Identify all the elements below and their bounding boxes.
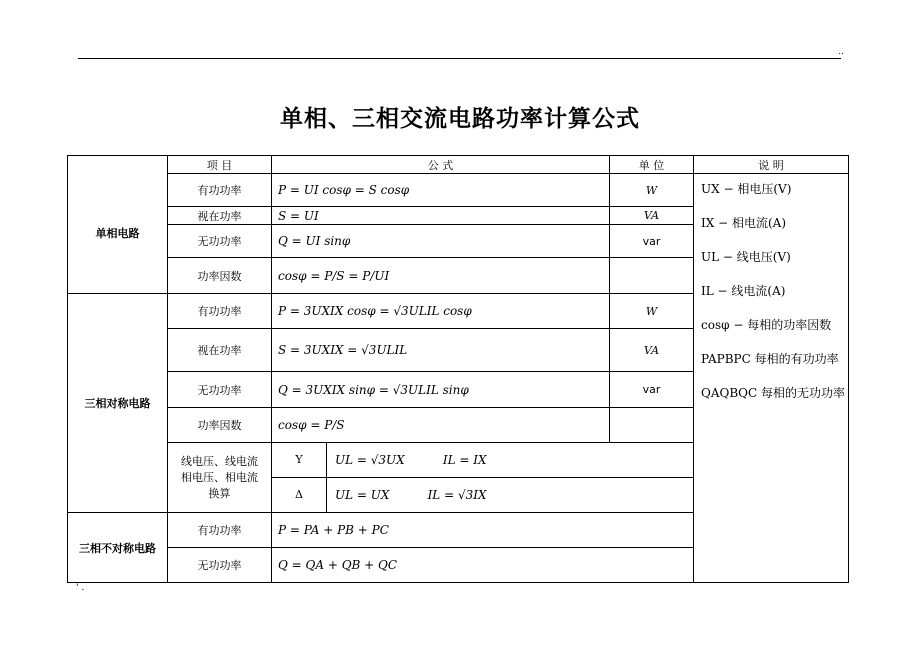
header-notes: 说 明 [694,156,849,174]
unit: var [610,372,694,408]
header-item: 项 目 [168,156,272,174]
item-label: 有功功率 [168,513,272,548]
table-row [68,174,849,207]
unit [610,258,694,294]
unit: VA [610,207,694,225]
unit: var [610,225,694,258]
formula: P = 3UXIX cosφ = √3ULIL cosφ [272,294,610,329]
corner-cell [68,156,168,174]
header-unit: 单 位 [610,156,694,174]
formula: S = UI [272,207,610,225]
header-row [68,156,849,174]
item-label: 视在功率 [168,329,272,372]
notes-cell [694,174,849,583]
header-mark: .. [838,47,844,57]
delta-symbol: Δ [272,478,327,512]
header-rule [78,58,841,59]
formula: Q = UI sinφ [272,225,610,258]
y-symbol: Y [272,443,327,477]
formula: S = 3UXIX = √3ULIL [272,329,610,372]
unit: VA [610,329,694,372]
note-item: cosφ − 每相的功率因数 [701,318,832,332]
conversion-y [272,443,694,478]
unit: W [610,294,694,329]
note-item: PAPBPC 每相的有功功率 [701,352,839,366]
item-label: 功率因数 [168,408,272,443]
conversion-label: 线电压、线电流相电压、相电流换算 [168,443,272,513]
note-item: UL − 线电压(V) [701,250,791,264]
section-three-phase-symmetric: 三相对称电路 [68,294,168,513]
unit: W [610,174,694,207]
footer-mark: ' . [76,583,85,593]
y-formula: UL = √3UX IL = IX [335,453,487,467]
unit [610,408,694,443]
formula: cosφ = P/S = P/UI [272,258,610,294]
page-title: 单相、三相交流电路功率计算公式 [280,106,640,132]
item-label: 无功功率 [168,372,272,408]
item-label: 视在功率 [168,207,272,225]
item-label: 有功功率 [168,294,272,329]
item-label: 功率因数 [168,258,272,294]
formula: P = PA + PB + PC [272,513,694,548]
item-label: 无功功率 [168,225,272,258]
item-label: 有功功率 [168,174,272,207]
note-item: IL − 线电流(A) [701,284,786,298]
formula: cosφ = P/S [272,408,610,443]
header-formula: 公 式 [272,156,610,174]
formula: Q = QA + QB + QC [272,548,694,583]
formula: P = UI cosφ = S cosφ [272,174,610,207]
formula-table [67,155,849,583]
delta-formula: UL = UX IL = √3IX [335,488,487,502]
conversion-delta [272,478,694,513]
item-label: 无功功率 [168,548,272,583]
note-item: IX − 相电流(A) [701,216,786,230]
note-item: UX − 相电压(V) [701,182,792,196]
formula: Q = 3UXIX sinφ = √3ULIL sinφ [272,372,610,408]
section-three-phase-asymmetric: 三相不对称电路 [68,513,168,583]
section-single-phase: 单相电路 [68,174,168,294]
note-item: QAQBQC 每相的无功功率 [701,386,845,400]
